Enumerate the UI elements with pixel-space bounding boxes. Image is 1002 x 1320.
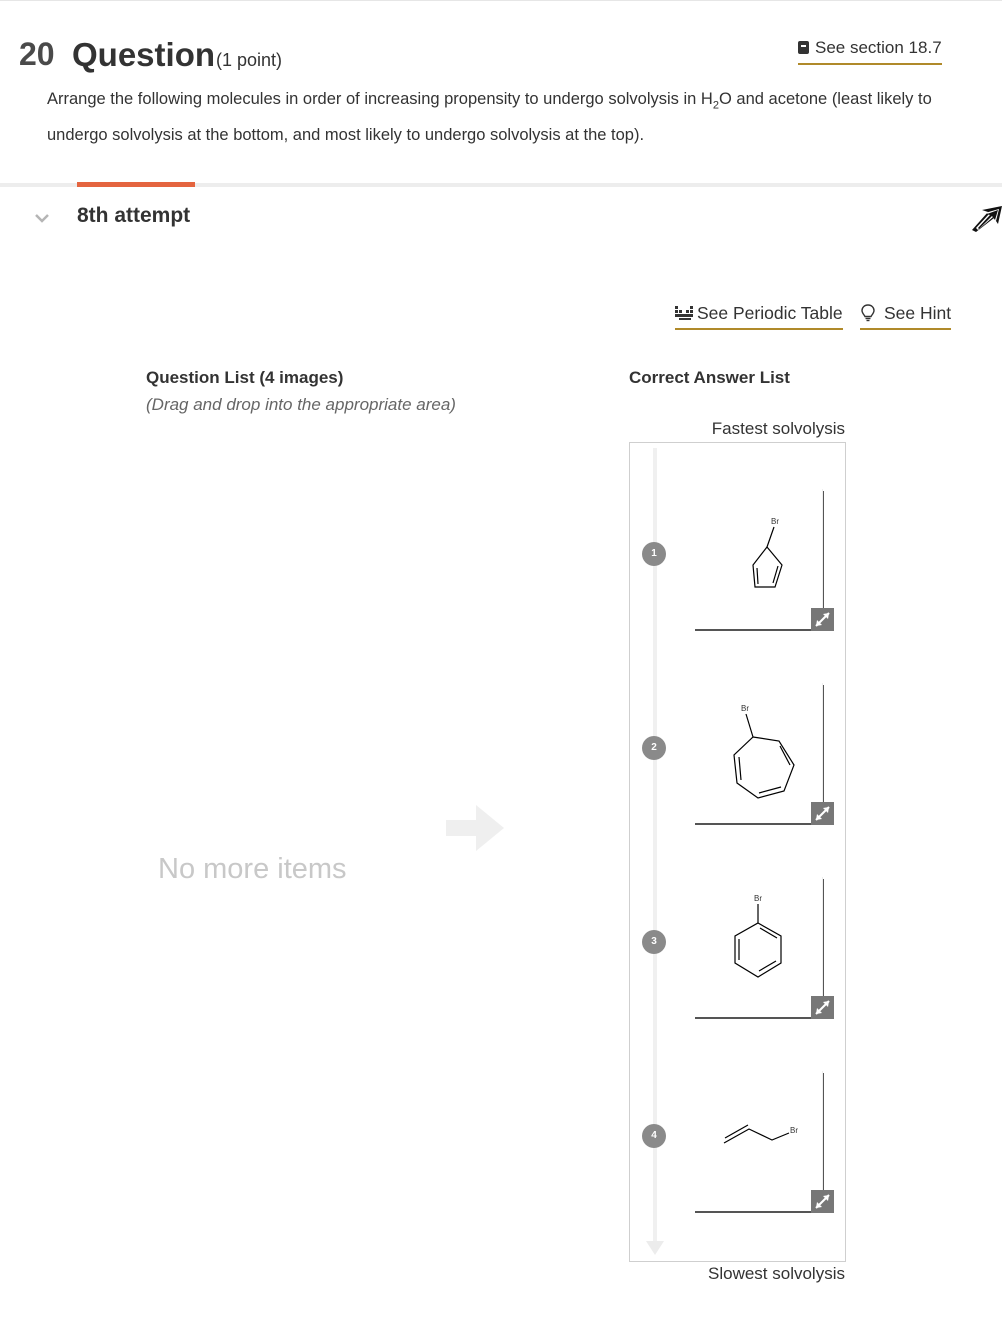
see-hint-link[interactable]: [860, 303, 951, 330]
molecule-bromobenzene: [694, 877, 822, 1017]
answer-item-bromobenzene[interactable]: [694, 877, 823, 1017]
rank-badge: 4: [642, 1124, 666, 1148]
periodic-table-label: See Periodic Table: [697, 303, 843, 323]
expand-icon[interactable]: [811, 1190, 834, 1213]
see-section-label: See section 18.7: [815, 38, 942, 57]
mouse-cursor-icon: [970, 204, 1002, 232]
answer-item-allyl-bromide[interactable]: [694, 1071, 823, 1211]
top-border: [0, 0, 1002, 1]
expand-icon[interactable]: [811, 802, 834, 825]
question-list-empty: No more items: [158, 853, 347, 885]
answer-list-title: Correct Answer List: [629, 368, 790, 387]
expand-icon[interactable]: [811, 608, 834, 631]
rank-badge: 3: [642, 930, 666, 954]
question-points: (1 point): [216, 50, 283, 70]
atom-label: Br: [741, 704, 749, 713]
question-title: Question: [72, 36, 216, 73]
periodic-table-icon: [675, 306, 693, 320]
question-number: 20: [19, 36, 55, 72]
see-hint-label: See Hint: [884, 303, 952, 323]
rank-badge: 2: [642, 736, 666, 760]
rank-badge: 1: [642, 542, 666, 566]
chevron-down-icon[interactable]: [34, 210, 50, 226]
atom-label: Br: [771, 517, 779, 526]
fastest-label: Fastest solvolysis: [711, 419, 845, 438]
see-section-link[interactable]: [798, 38, 942, 65]
molecule-bromocyclopentadiene: [694, 489, 822, 629]
question-prompt: [47, 84, 967, 150]
molecule-allyl-bromide: [694, 1071, 822, 1211]
question-list-title: Question List (4 images): [146, 368, 344, 387]
lightbulb-icon: [860, 304, 876, 322]
prompt-subscript: 2: [712, 99, 719, 112]
order-arrow-head: [646, 1241, 664, 1255]
arrow-right-icon: [446, 805, 506, 851]
atom-label: Br: [790, 1126, 798, 1135]
slowest-label: Slowest solvolysis: [708, 1264, 845, 1283]
expand-icon[interactable]: [811, 996, 834, 1019]
question-list-instructions: (Drag and drop into the appropriate area): [146, 395, 456, 414]
answer-item-bromocyclopentadiene[interactable]: [694, 489, 823, 629]
prompt-text-part2: O and acetone (least likely to undergo solvolysis at the bottom, and most likely to undergo solvolysis at the top).: [47, 90, 932, 145]
answer-item-bromocycloheptatriene[interactable]: [694, 683, 823, 823]
attempt-label[interactable]: 8th attempt: [77, 204, 191, 227]
attempt-tab-indicator: [77, 182, 195, 187]
book-icon: [798, 41, 809, 54]
prompt-text-part1: Arrange the following molecules in order of increasing propensity to undergo solvolysis in H: [47, 90, 713, 108]
periodic-table-link[interactable]: [675, 303, 843, 330]
atom-label: Br: [754, 894, 762, 903]
molecule-bromocycloheptatriene: [694, 683, 822, 823]
